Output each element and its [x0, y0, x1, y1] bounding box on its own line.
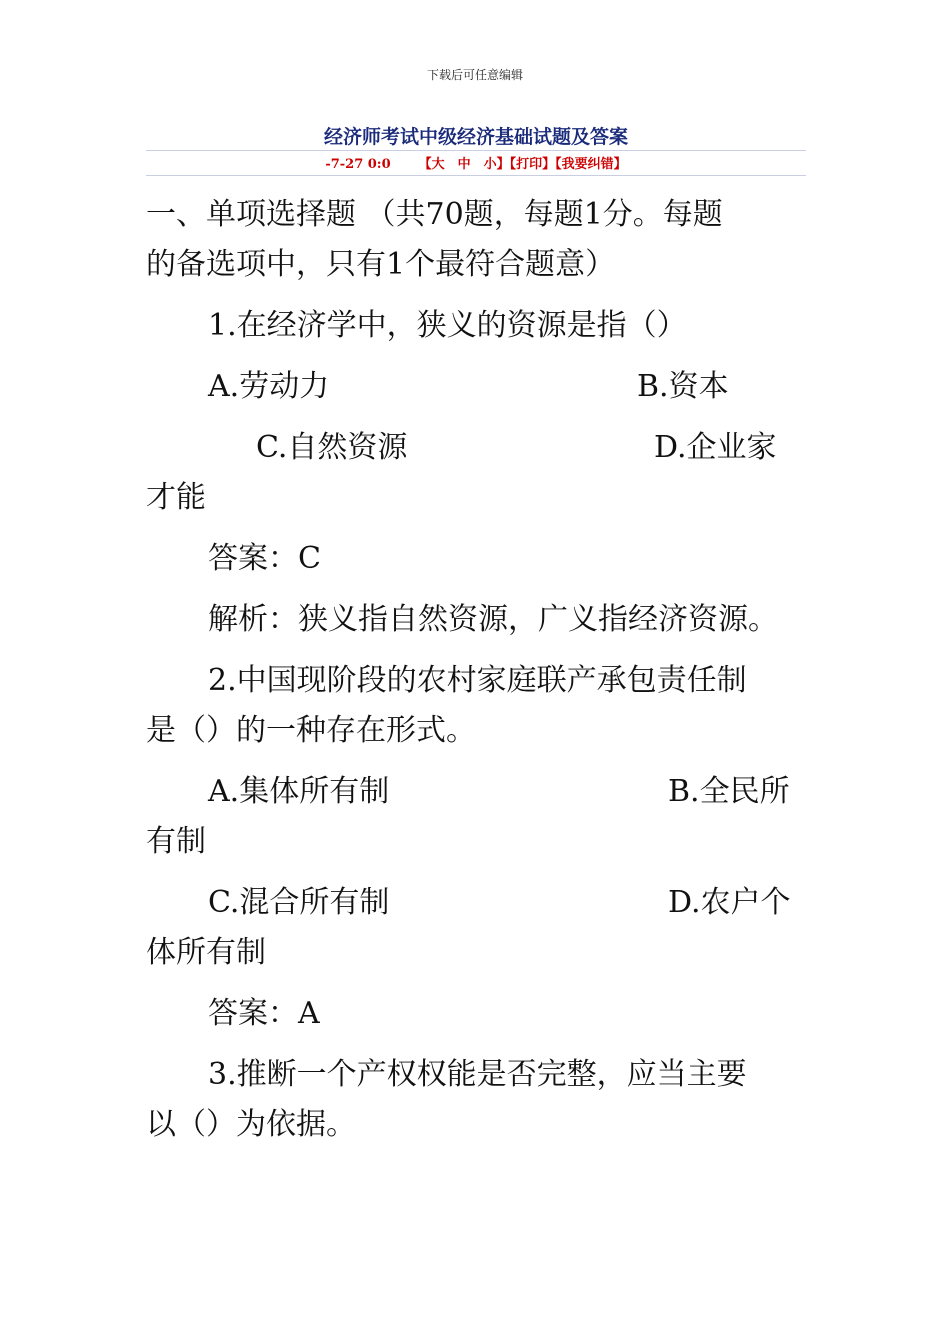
- question-2-options-cd: [146, 878, 806, 928]
- download-note: 下载后可任意编辑: [426, 68, 523, 82]
- question-1-answer: 答案：C: [208, 541, 321, 576]
- meta-divider: [146, 175, 806, 176]
- question-2-stem-line1: 2.中国现阶段的农村家庭联产承包责任制: [208, 663, 747, 698]
- question-1-option-a: A.劳动力: [208, 369, 330, 404]
- question-2-option-c: C.混合所有制: [208, 885, 390, 920]
- question-2-option-a: A.集体所有制: [208, 774, 390, 809]
- question-2-option-d: D.农户个: [668, 885, 791, 920]
- section-heading: [146, 190, 806, 290]
- publish-date: -7-27 0:0: [325, 157, 391, 172]
- question-2-option-b: B.全民所: [668, 774, 790, 809]
- document-body: [146, 190, 806, 1161]
- question-1-option-d: D.企业家: [654, 430, 777, 465]
- question-3-stem: [146, 1050, 806, 1150]
- question-3-stem-line2: 以（）为依据。: [146, 1107, 356, 1142]
- question-1-options-cd: [146, 423, 806, 473]
- question-2-options-ab: [146, 767, 806, 817]
- question-2-stem: [146, 656, 806, 756]
- question-1-stem: 1.在经济学中，狭义的资源是指（）: [208, 308, 687, 343]
- question-1-option-b: B.资本: [637, 369, 729, 404]
- section-heading-line1: 一、单项选择题 （共70题，每题1分。每题: [146, 197, 723, 232]
- question-1-option-c: C.自然资源: [256, 430, 408, 465]
- section-heading-line2: 的备选项中，只有1个最符合题意）: [146, 247, 616, 282]
- question-3-stem-line1: 3.推断一个产权权能是否完整，应当主要: [208, 1057, 747, 1092]
- question-2-option-d-tail: 体所有制: [146, 935, 266, 970]
- page-title: 经济师考试中级经济基础试题及答案: [323, 126, 628, 148]
- meta-line: [146, 153, 806, 172]
- font-size-print-links[interactable]: 【大 中 小】【打印】【我要纠错】: [418, 157, 627, 172]
- question-1-option-d-tail: 才能: [146, 480, 206, 515]
- question-1-analysis: 解析：狭义指自然资源，广义指经济资源。: [208, 602, 778, 637]
- question-2-stem-line2: 是（）的一种存在形式。: [146, 713, 476, 748]
- title-divider: [146, 150, 806, 151]
- question-1-options-ab: [146, 362, 806, 412]
- question-2-answer: 答案：A: [208, 996, 320, 1031]
- question-2-option-b-tail: 有制: [146, 824, 206, 859]
